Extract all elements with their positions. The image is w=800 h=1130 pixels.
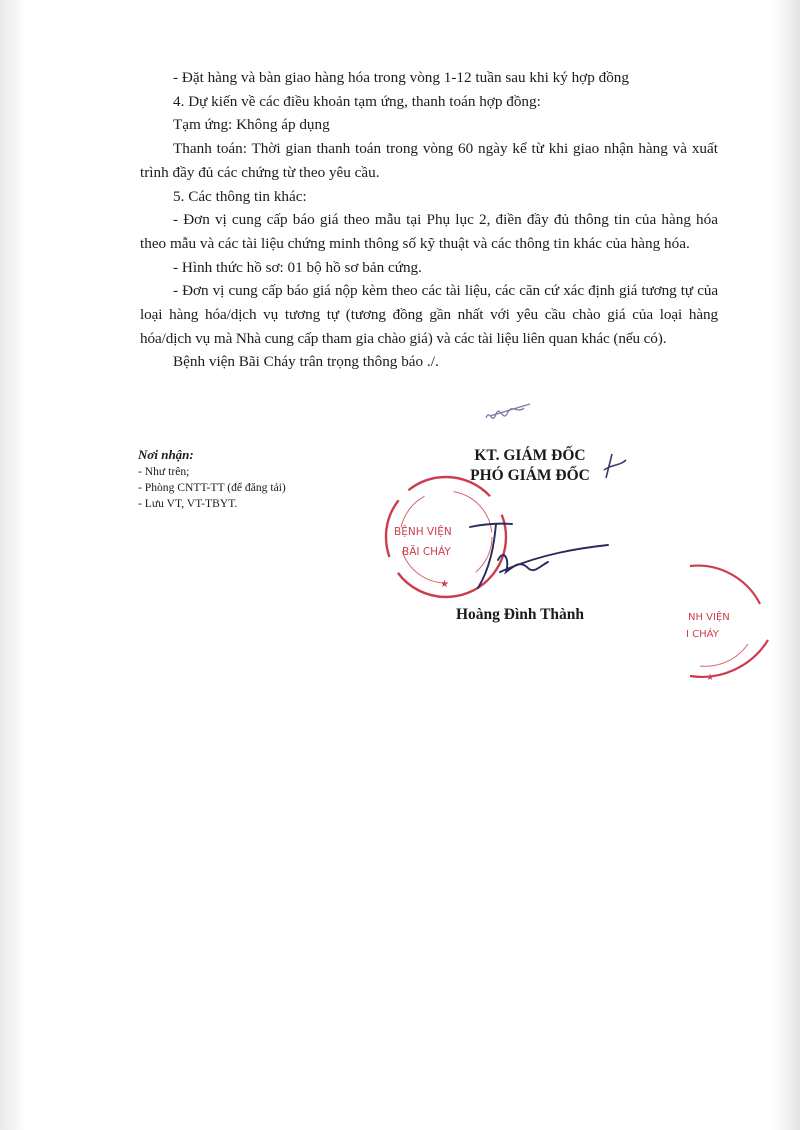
stamp-text-line2: BÃI CHÁY (402, 546, 451, 558)
recipients-heading: Nơi nhận: (138, 447, 194, 462)
signer-name: Hoàng Đình Thành (455, 606, 585, 623)
paragraph-closing: Bệnh viện Bãi Cháy trân trọng thông báo ./. (173, 353, 439, 371)
star-icon: ★ (706, 673, 715, 683)
signature-title-line1: KT. GIÁM ĐỐC (474, 447, 586, 464)
paragraph-other-info-heading: 5. Các thông tin khác: (173, 187, 307, 205)
paragraph-attachments: - Đơn vị cung cấp báo giá nộp kèm theo các tài liệu, các căn cứ xác định giá tương tự của loại hàng hóa/dịch vụ tương tự (tương đồng gần nhất với yêu cầu chào giá của loại hàng hóa/dịch vụ mà Nhà cung cấp tham gia chào giá) và các tài liệu liên quan khác (nếu có). (140, 282, 718, 347)
partial-stamp (686, 566, 768, 683)
paragraph-payment-terms-heading: 4. Dự kiến về các điều khoản tạm ứng, thanh toán hợp đồng: (173, 92, 541, 110)
recipient-item: - Như trên; (138, 465, 190, 478)
paragraph-delivery: - Đặt hàng và bàn giao hàng hóa trong vòng 1-12 tuần sau khi ký hợp đồng (173, 69, 629, 86)
recipient-item: - Lưu VT, VT-TBYT. (138, 497, 238, 510)
partial-stamp-text-line1: NH VIỆN (688, 612, 730, 623)
paragraph-document-form: - Hình thức hồ sơ: 01 bộ hồ sơ bản cứng. (173, 258, 422, 276)
paragraph-quote-form: - Đơn vị cung cấp báo giá theo mẫu tại Phụ lục 2, điền đầy đủ thông tin của hàng hóa theo mẫu và các tài liệu chứng minh thông số kỹ thuật và các thông tin khác của hàng hóa. (140, 211, 718, 252)
star-icon: ★ (440, 579, 449, 590)
stamp-text-line1: BỆNH VIỆN (394, 526, 452, 538)
paragraph-advance: Tạm ứng: Không áp dụng (173, 116, 330, 134)
initial-mark-closing (486, 404, 530, 418)
initial-mark-title (604, 454, 626, 478)
signature-title-line2: PHÓ GIÁM ĐỐC (470, 467, 590, 484)
hospital-stamp (386, 477, 506, 597)
paragraph-payment: Thanh toán: Thời gian thanh toán trong vòng 60 ngày kể từ khi giao nhận hàng và xuất trình đầy đủ các chứng từ theo yêu cầu. (140, 140, 718, 181)
recipient-item: - Phòng CNTT-TT (để đăng tải) (138, 481, 286, 494)
partial-stamp-text-line2: I CHÁY (686, 629, 719, 640)
